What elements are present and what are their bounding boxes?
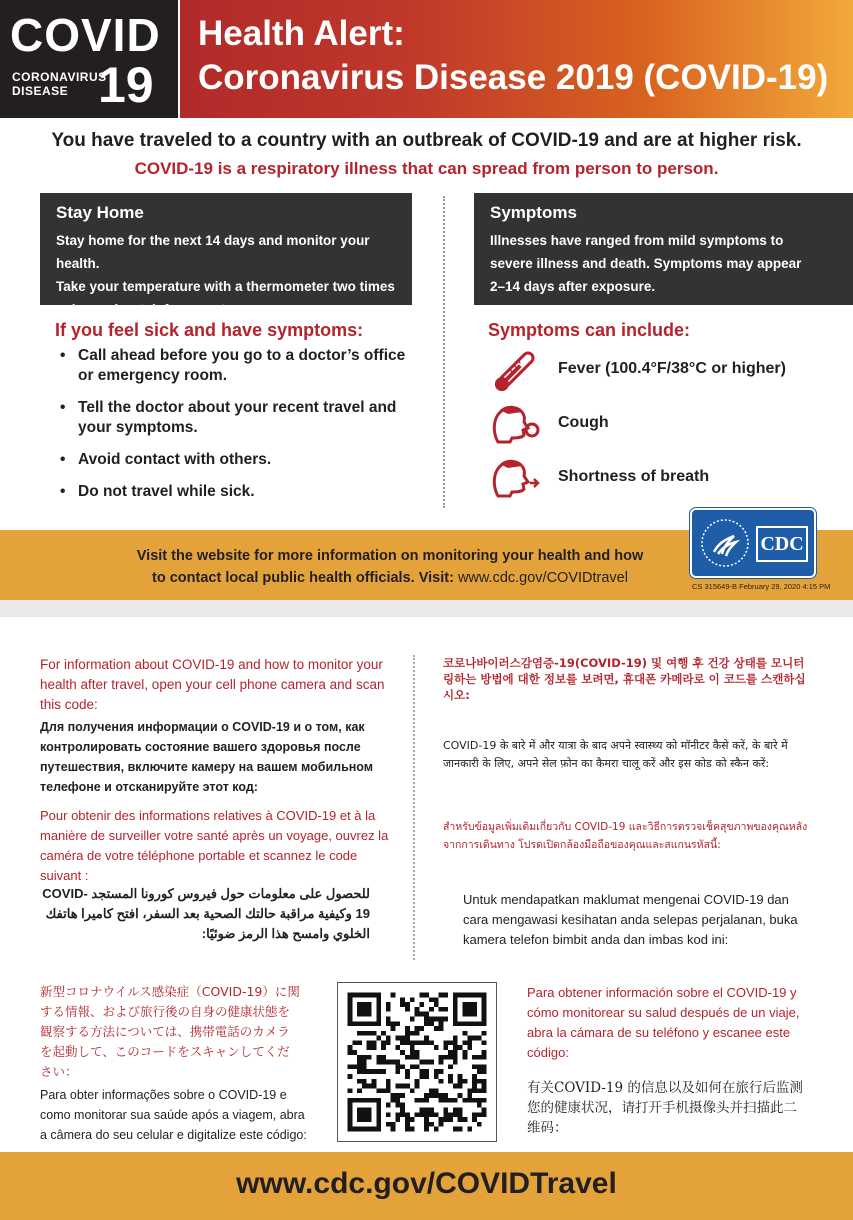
symptoms-line: Illnesses have ranged from mild symptoms to — [490, 233, 784, 248]
visit-line1: Visit the website for more information on monitoring your health and how — [136, 548, 644, 564]
symptoms-line: severe illness and death. Symptoms may appear — [490, 256, 802, 271]
info-chinese: 有关COVID-19 的信息以及如何在旅行后监测您的健康状况，请打开手机摄像头并扫描此二维码： — [527, 1080, 803, 1136]
symptoms-title: Symptoms — [490, 203, 577, 222]
symptoms-include-title: Symptoms can include: — [488, 320, 691, 340]
list-item: • Avoid contact with others. — [60, 450, 420, 470]
info-japanese: 新型コロナウイルス感染症（COVID-19）に関する情報、および旅行後の自身の健康状態を観察する方法については、携帯電話のカメラを起動して、このコードをスキャンしてください： — [40, 984, 300, 1079]
sick-title: If you feel sick and have symptoms: — [55, 320, 364, 340]
symptoms-line: 2–14 days after exposure. — [490, 279, 656, 294]
list-item: • Call ahead before you go to a doctor’s office or emergency room. — [60, 346, 420, 386]
info-hindi: COVID-19 के बारे में और यात्रा के बाद अपने स्वास्थ्य को मॉनीटर कैसे करें, के बारे में जानकारी के लिए, अपने सेल फ़ोन का कैमरा चालू करें और इस कोड को स्कैन करें: — [443, 739, 788, 770]
logo-sub-line1: CORONAVIRUS — [12, 70, 107, 84]
info-english: For information about COVID-19 and how to monitor your health after travel, open your cell phone camera and scan this code: — [40, 657, 385, 712]
logo-subtitle — [12, 70, 107, 98]
symptom-label: Shortness of breath — [558, 468, 710, 485]
stay-home-line: Take your temperature with a thermometer two times — [56, 279, 395, 294]
stay-home-title: Stay Home — [56, 203, 144, 222]
qr-code[interactable] — [337, 982, 497, 1142]
symptom-shortness-of-breath — [488, 456, 848, 500]
info-thai: สำหรับข้อมูลเพิ่มเติมเกี่ยวกับ COVID-19 และวิธีการตรวจเช็คสุขภาพของคุณหลังจากการเดินทาง โปรดเปิดกล้องมือถือของคุณและสแกนรหัสนี้: — [443, 821, 808, 851]
alert-card — [0, 0, 853, 600]
column-divider — [413, 655, 415, 960]
banner-title-line1: Health Alert: — [198, 14, 405, 53]
info-portuguese: Para obter informações sobre o COVID-19 e como monitorar sua saúde após a viagem, abra a câmera do seu celular e digitalize este código: — [40, 1088, 307, 1142]
list-item: • Tell the doctor about your recent travel and your symptoms. — [60, 398, 420, 438]
symptom-label: Fever (100.4°F/38°C or higher) — [558, 360, 786, 377]
banner-title-line2: Coronavirus Disease 2019 (COVID-19) — [198, 58, 829, 97]
column-divider — [443, 196, 445, 508]
title-banner — [180, 0, 853, 118]
covid19-logo — [0, 0, 178, 118]
logo-covid-text: COVID — [10, 9, 161, 61]
thermometer-icon — [488, 348, 544, 392]
symptoms-body — [490, 229, 840, 298]
hhs-seal-icon — [700, 518, 750, 568]
cough-icon — [488, 402, 544, 446]
headline-risk: You have traveled to a country with an outbreak of COVID-19 and are at higher risk. — [51, 130, 802, 151]
visit-url-link[interactable]: www.cdc.gov/COVIDtravel — [457, 570, 628, 586]
cdc-logo — [690, 508, 816, 578]
stay-home-line: a day and watch for symptoms. — [56, 302, 258, 317]
info-russian: Для получения информации о COVID-19 и о том, как контролировать состояние вашего здоровья после путешествия, включите камеру на вашем мобильном телефоне и отсканируйте этот код: — [40, 720, 374, 794]
stay-home-box — [40, 193, 412, 317]
info-malay: Untuk mendapatkan maklumat mengenai COVID-19 dan cara mengawasi kesihatan anda selepas perjalanan, buka kamera telefon bimbit anda dan imbas kod ini: — [463, 892, 798, 947]
headline-respiratory: COVID-19 is a respiratory illness that can spread from person to person. — [134, 159, 719, 178]
visit-line2 — [130, 567, 650, 589]
stay-home-body — [56, 229, 406, 321]
shortness-of-breath-icon — [488, 456, 544, 500]
info-arabic: للحصول على معلومات حول فيروس كورونا المستجد COVID-19 وكيفية مراقبة حالتك الصحية بعد السفر، افتح كاميرا هاتفك الخلوي وامسح هذا الرمز ضوئيًا: — [42, 886, 370, 941]
symptom-label: Cough — [558, 414, 609, 431]
logo-number: 19 — [98, 57, 154, 113]
logo-sub-line2: DISEASE — [12, 84, 69, 98]
symptom-cough — [488, 402, 848, 446]
footer-url-link[interactable]: www.cdc.gov/COVIDTravel — [236, 1167, 617, 1200]
list-item: • Do not travel while sick. — [60, 482, 420, 502]
info-french: Pour obtenir des informations relatives à COVID-19 et à la manière de surveiller votre santé après un voyage, ouvrez la caméra de votre téléphone portable et scannez le code suivant : — [40, 808, 389, 883]
info-korean: 코로나바이러스감염증-19(COVID-19) 및 여행 후 건강 상태를 모니터링하는 방법에 대한 정보를 보려면, 휴대폰 카메라로 이 코드를 스캔하십시오: — [443, 656, 806, 702]
sick-list — [60, 346, 420, 514]
visit-text — [130, 545, 650, 589]
symptoms-box — [474, 193, 853, 305]
document-reference: CS 315649-B February 29, 2020 4:15 PM — [692, 582, 831, 591]
stay-home-line: Stay home for the next 14 days and monitor your health. — [56, 233, 370, 271]
visit-line2-text: to contact local public health officials. Visit: — [152, 570, 458, 586]
qr-code-image — [338, 983, 496, 1141]
symptom-fever — [488, 348, 848, 392]
cdc-text: CDC — [756, 526, 808, 562]
info-spanish: Para obtener información sobre el COVID-19 y cómo monitorear su salud después de un viaje, abra la cámara de su teléfono y escanee este código: — [527, 985, 800, 1060]
